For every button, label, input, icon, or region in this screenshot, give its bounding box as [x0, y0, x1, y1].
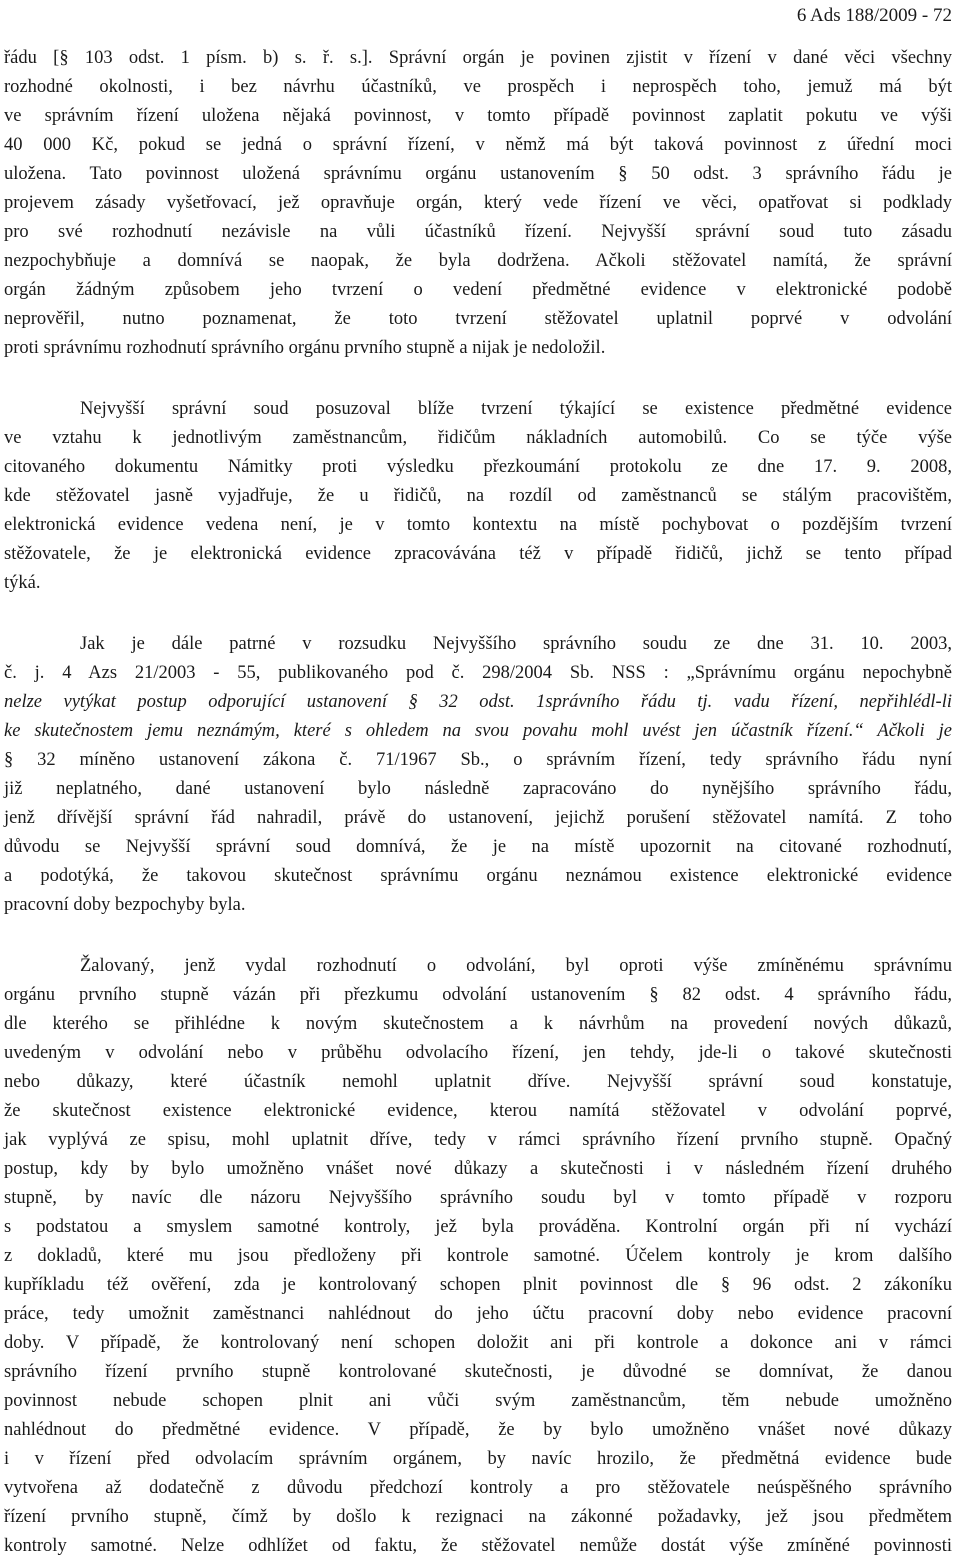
text-span: Jak je dále patrné v rozsudku Nejvyššího správního soudu ze dne 31. 10. 2003, — [80, 634, 952, 654]
text-line: pracovní doby bezpochyby byla. — [4, 895, 246, 915]
text-line: uložena. Tato povinnost uložená správnímu orgánu ustanovením § 50 odst. 3 správního řádu je — [4, 164, 952, 184]
text-line: projevem zásady vyšetřovací, jež opravňuje orgán, který vede řízení ve věci, opatřovat si podklady — [4, 193, 952, 213]
text-line: dle kterého se přihlédne k novým skutečnostem a k návrhům na provedení nových důkazů, — [4, 1014, 952, 1034]
text-line: povinnost nebude schopen plnit ani vůči svým zaměstnancům, těm nebude umožněno — [4, 1391, 952, 1411]
text-line: i v řízení před odvolacím správním orgánem, by navíc hrozilo, že předmětná evidence bude — [4, 1449, 952, 1469]
text-line: že skutečnost existence elektronické evidence, kterou namítá stěžovatel v odvolání poprvé, — [4, 1101, 952, 1121]
quoted-text-line: ke skutečnostem jemu neznámým, které s ohledem na svou povahu mohl uvést jen účastník řízení.“ Ačkoli je — [4, 721, 952, 741]
paragraph-gap — [4, 598, 952, 630]
text-line: jenž dřívější správní řád nahradil, právě do ustanovení, jejichž porušení stěžovatel namítá. Z toho — [4, 808, 952, 828]
text-line: kupříkladu též ověření, zda je kontrolovaný schopen plnit povinnost dle § 96 odst. 2 zákoníku — [4, 1275, 952, 1295]
text-line: vytvořena až dodatečně z důvodu předchozí kontroly a pro stěžovatele neúspěšného správního — [4, 1478, 952, 1498]
text-line: § 32 míněno ustanovení zákona č. 71/1967 Sb., o správním řízení, tedy správního řádu nyní — [4, 750, 952, 770]
case-reference: 6 Ads 188/2009 - 72 — [796, 5, 952, 26]
text-line: orgán žádným způsobem jeho tvrzení o vedení předmětné evidence v elektronické podobě — [4, 280, 952, 300]
text-line: s podstatou a smyslem samotné kontroly, jež byla prováděna. Kontrolní orgán při ní vychází — [4, 1217, 952, 1237]
text-line: stupně, by navíc dle názoru Nejvyššího správního soudu byl v tomto případě v rozporu — [4, 1188, 952, 1208]
text-line: 40 000 Kč, pokud se jedná o správní řízení, v němž má být taková povinnost z úřední moci — [4, 135, 952, 155]
quoted-text-line: nelze vytýkat postup odporující ustanovení § 32 odst. 1správního řádu tj. vadu řízení, nepřihlédl-li — [4, 692, 952, 712]
text-line: týká. — [4, 573, 41, 593]
text-line: nezpochybňuje a domnívá se naopak, že byla dodržena. Ačkoli stěžovatel namítá, že správní — [4, 251, 952, 271]
text-span: Žalovaný, jenž vydal rozhodnutí o odvolání, byl oproti výše zmíněnému správnímu — [80, 956, 952, 976]
text-line: a podotýká, že takovou skutečnost správnímu orgánu neznámou existence elektronické evidence — [4, 866, 952, 886]
text-line: nahlédnout do předmětné evidence. V případě, že by bylo umožněno vnášet nové důkazy — [4, 1420, 952, 1440]
text-line: z dokladů, které mu jsou předloženy při kontrole samotné. Účelem kontroly je krom dalšího — [4, 1246, 952, 1266]
text-line: již neplatného, dané ustanovení bylo následně zapracováno do nynějšího správního řádu, — [4, 779, 952, 799]
text-span: Nejvyšší správní soud posuzoval blíže tvrzení týkající se existence předmětné evidence — [80, 399, 952, 419]
text-line: řízení prvního stupně, čímž by došlo k rezignaci na zákonné požadavky, jež jsou předmětem — [4, 1507, 952, 1527]
paragraph-1 — [4, 44, 952, 363]
text-line — [4, 395, 952, 424]
text-line: stěžovatele, že je elektronická evidence zpracovávána též v případě řidičů, jichž se tento případ — [4, 544, 952, 564]
text-line: č. j. 4 Azs 21/2003 - 55, publikovaného pod č. 298/2004 Sb. NSS : „Správnímu orgánu nepochybně — [4, 663, 952, 683]
text-line: důvodu se Nejvyšší správní soud domnívá, že je na místě upozornit na citované rozhodnutí, — [4, 837, 952, 857]
text-line: uvedeným v odvolání nebo v průběhu odvolacího řízení, jen tehdy, jde-li o takové skutečnosti — [4, 1043, 952, 1063]
paragraph-4 — [4, 952, 952, 1561]
text-line: pro své rozhodnutí nezávisle na vůli účastníků řízení. Nejvyšší správní soud tuto zásadu — [4, 222, 952, 242]
text-line: ve vztahu k jednotlivým zaměstnancům, řidičům nákladních automobilů. Co se týče výše — [4, 428, 952, 448]
judgment-text — [4, 44, 952, 1561]
text-line: postup, kdy by bylo umožněno vnášet nové důkazy a skutečnosti i v následném řízení druhého — [4, 1159, 952, 1179]
text-line: elektronická evidence vedena není, je v tomto kontextu na místě pochybovat o pozdějším tvrzení — [4, 515, 952, 535]
text-line — [4, 630, 952, 659]
text-line: nebo důkazy, které účastník nemohl uplatnit dříve. Nejvyšší správní soud konstatuje, — [4, 1072, 952, 1092]
text-line: řádu [§ 103 odst. 1 písm. b) s. ř. s.]. Správní orgán je povinen zjistit v řízení v dané věci všechny — [4, 48, 952, 68]
text-line: správního řízení prvního stupně kontrolované skutečnosti, je důvodné se domnívat, že danou — [4, 1362, 952, 1382]
text-line: kontroly samotné. Nelze odhlížet od faktu, že stěžovatel nemůže dostát výše zmíněné povinnosti — [4, 1536, 952, 1556]
text-line: doby. V případě, že kontrolovaný není schopen doložit ani při kontrole a dokonce ani v rámci — [4, 1333, 952, 1353]
text-line: rozhodné okolnosti, i bez návrhu účastníků, ve prospěch i neprospěch toho, jemuž má být — [4, 77, 952, 97]
paragraph-gap — [4, 363, 952, 395]
text-line: kde stěžovatel jasně vyjadřuje, že u řidičů, na rozdíl od zaměstnanců se stálým pracovištěm, — [4, 486, 952, 506]
text-line: citovaného dokumentu Námitky proti výsledku přezkoumání protokolu ze dne 17. 9. 2008, — [4, 457, 952, 477]
text-line — [4, 952, 952, 981]
paragraph-3 — [4, 630, 952, 920]
text-line: jak vyplývá ze spisu, mohl uplatnit dříve, tedy v rámci správního řízení prvního stupně. Opačný — [4, 1130, 952, 1150]
paragraph-gap — [4, 920, 952, 952]
text-line: proti správnímu rozhodnutí správního orgánu prvního stupně a nijak je nedoložil. — [4, 338, 606, 358]
paragraph-2 — [4, 395, 952, 598]
text-line: orgánu prvního stupně vázán při přezkumu odvolání ustanovením § 82 odst. 4 správního řádu, — [4, 985, 952, 1005]
text-line: ve správním řízení uložena nějaká povinnost, v tomto případě povinnost zaplatit pokutu ve výši — [4, 106, 952, 126]
text-line: práce, tedy umožnit zaměstnanci nahlédnout do jeho účtu pracovní doby nebo evidence pracovní — [4, 1304, 952, 1324]
text-line: neprověřil, nutno poznamenat, že toto tvrzení stěžovatel uplatnil poprvé v odvolání — [4, 309, 952, 329]
